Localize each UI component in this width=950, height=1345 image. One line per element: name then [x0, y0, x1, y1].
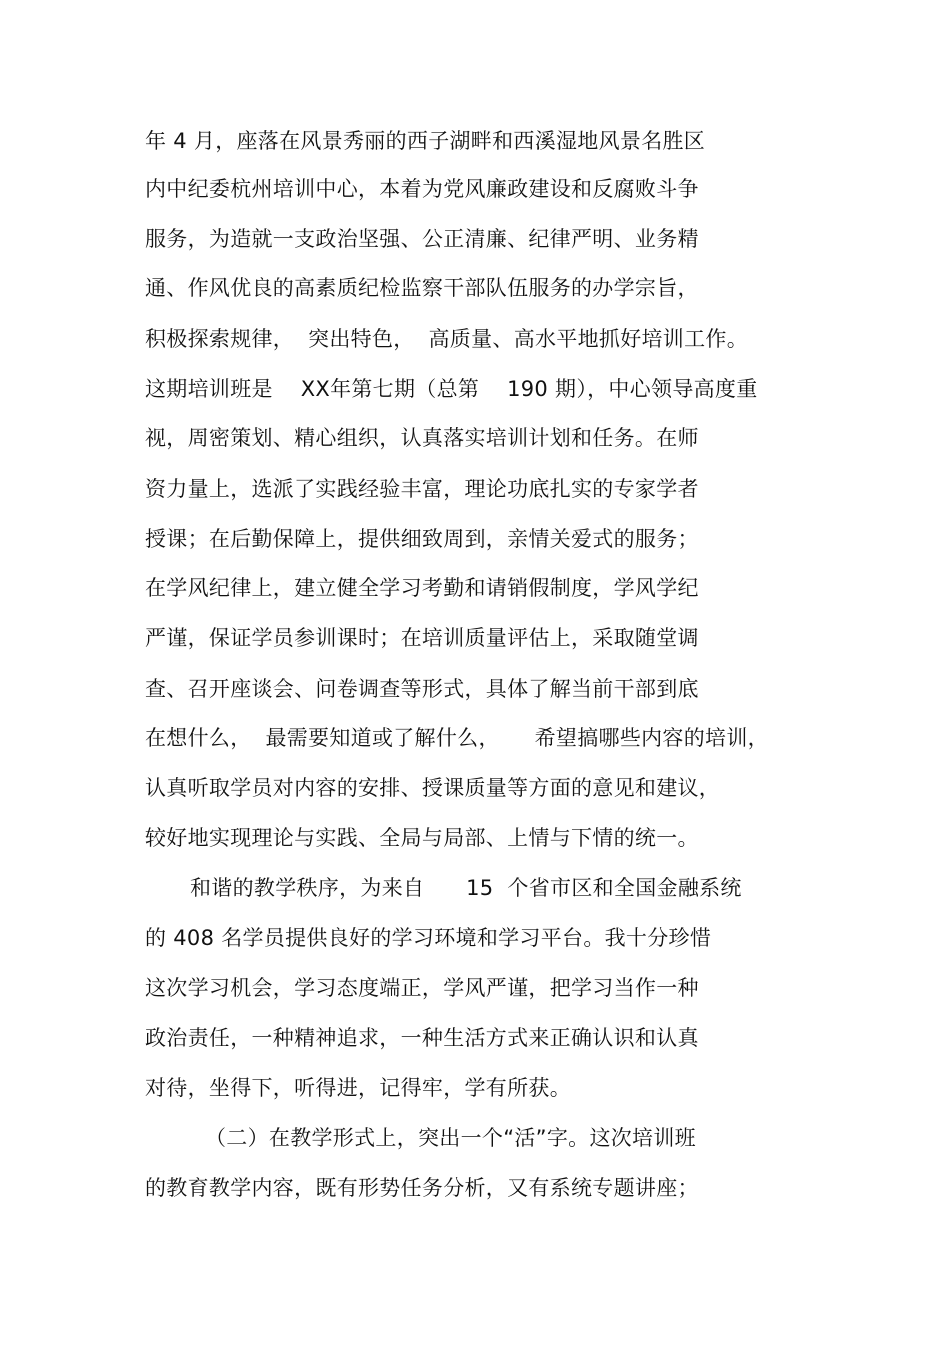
text-line: 政治责任，一种精神追求，一种生活方式来正确认识和认真 — [145, 1026, 699, 1050]
text-line: 授课；在后勤保障上，提供细致周到，亲情关爱式的服务； — [145, 527, 699, 551]
text-line: 对待，坐得下，听得进，记得牢，学有所获。 — [145, 1076, 571, 1100]
section-heading-line: （二）在教学形式上，突出一个“活”字。这次培训班 — [205, 1126, 696, 1150]
text-line: 的 408 名学员提供良好的学习环境和学习平台。我十分珍惜 — [145, 926, 712, 950]
text-line: 这次学习机会，学习态度端正，学风严谨，把学习当作一种 — [145, 976, 699, 1000]
text-line: 服务，为造就一支政治坚强、公正清廉、纪律严明、业务精 — [145, 227, 699, 251]
text-line: 内中纪委杭州培训中心，本着为党风廉政建设和反腐败斗争 — [145, 177, 699, 201]
text-line: 的教育教学内容，既有形势任务分析，又有系统专题讲座； — [145, 1176, 699, 1200]
text-line: 查、召开座谈会、问卷调查等形式，具体了解当前干部到底 — [145, 677, 699, 701]
text-line: 这期培训班是 XX年第七期（总第 190 期），中心领导高度重 — [145, 377, 758, 401]
text-line: 通、作风优良的高素质纪检监察干部队伍服务的办学宗旨， — [145, 276, 699, 300]
text-line: 认真听取学员对内容的安排、授课质量等方面的意见和建议， — [145, 776, 721, 800]
paragraph-first-line: 和谐的教学秩序，为来自 15 个省市区和全国金融系统 — [190, 876, 742, 900]
text-line: 严谨，保证学员参训课时；在培训质量评估上，采取随堂调 — [145, 626, 699, 650]
text-line: 较好地实现理论与实践、全局与局部、上情与下情的统一。 — [145, 826, 699, 850]
text-line: 积极探索规律， 突出特色， 高质量、高水平地抓好培训工作。 — [145, 327, 748, 351]
text-line: 在想什么， 最需要知道或了解什么， 希望搞哪些内容的培训， — [145, 726, 769, 750]
text-line: 资力量上，选派了实践经验丰富，理论功底扎实的专家学者 — [145, 477, 699, 501]
text-line: 视，周密策划、精心组织，认真落实培训计划和任务。在师 — [145, 426, 699, 450]
text-line: 年 4 月，座落在风景秀丽的西子湖畔和西溪湿地风景名胜区 — [145, 129, 706, 153]
text-line: 在学风纪律上，建立健全学习考勤和请销假制度，学风学纪 — [145, 576, 699, 600]
